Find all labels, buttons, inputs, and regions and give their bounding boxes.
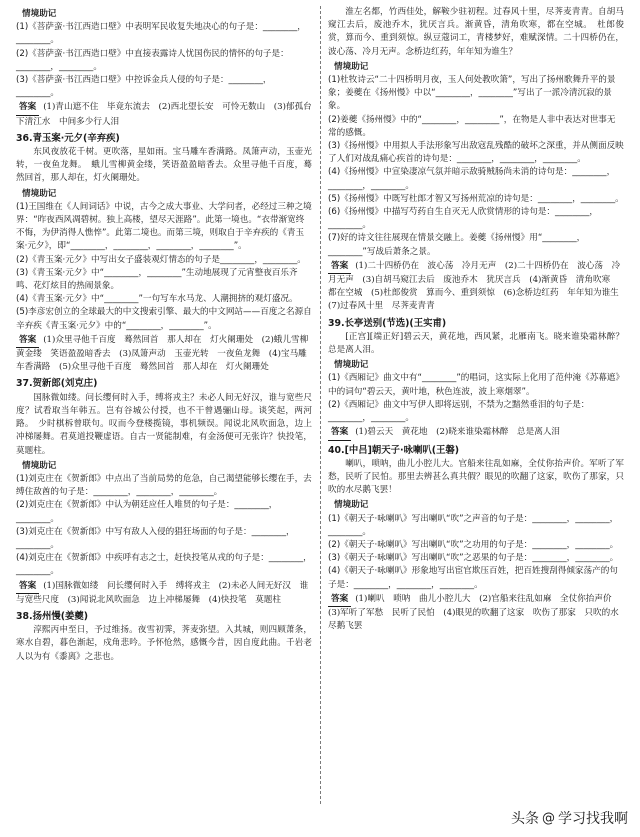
question-item: (4)《朝天子·咏喇叭》形象地写出宦官欺压百姓，把百姓搜刮得倾家荡产的句子是：________，________，________。 xyxy=(328,566,618,590)
poem-preface: 淳熙丙申至日，予过维扬。夜雪初霁，荠麦弥望。入其城，则四顾萧条，寒水自碧，暮色渐起，戍角悲吟。予怀怆然，感慨今昔，因自度此曲。千岩老人以为有《黍离》之悲也。 xyxy=(16,625,312,662)
watermark-separator: @ xyxy=(542,810,555,826)
question-item: (2)《朝天子·咏喇叭》写出喇叭“吹”之功用的句子是：________，________。 xyxy=(328,539,619,550)
answer-label: 答案 xyxy=(16,334,39,348)
poem-text: [正宫][端正好]碧云天，黄花地，西风紧，北雁南飞。晓来谁染霜林醉？总是离人泪。 xyxy=(328,331,624,356)
question-item: (5)李彦宏创立的全球最大的中文搜索引擎、最大的中文网站——百度之名源自辛弃疾《青玉案·元夕》中的“________，________”。 xyxy=(16,307,312,331)
answer-block xyxy=(16,101,312,128)
question-item: (2)姜夔《扬州慢》中的“________，________”，在物是人非中表达对世事无常的感慨。 xyxy=(328,114,616,138)
question-item: (1)刘克庄在《贺新郎》中点出了当前局势的危急，自己渴望能够长缨在手，去缚住敌酋的句子是：________，________，________。 xyxy=(16,473,312,498)
question-item: (4)《青玉案·元夕》中“________”一句写车水马龙、人潮拥挤的观灯盛况。 xyxy=(16,294,298,305)
watermark xyxy=(511,807,628,829)
section-heading: 情境助记 xyxy=(22,188,57,199)
left-column xyxy=(16,6,312,804)
question-item: (3)《朝天子·咏喇叭》写出喇叭“吹”之恶果的句子是：________，________。 xyxy=(328,553,619,564)
question-item: (2)《菩萨蛮·书江西造口壁》中直接表露诗人忧国伤民的情怀的句子是：________，________。 xyxy=(16,48,289,72)
answer-block xyxy=(328,593,624,634)
poem-title: 37.贺新郎(刘克庄) xyxy=(16,378,98,390)
answer-text: (1)众里寻他千百度 蓦然回首 那人却在 灯火阑珊处 (2)蛾儿雪柳黄金缕 笑语盈盈暗香去 (3)凤箫声动 玉壶光转 一夜鱼龙舞 (4)宝马雕车香满路 (5)众里寻他千百度 蓦然回首 那人却在 灯火阑珊处 xyxy=(16,334,309,373)
question-item: (4)《扬州慢》中宣染凄凉气氛并暗示敌骑贼肠尚未消的诗句是：________，________，________。 xyxy=(328,167,616,191)
poem-title: 38.扬州慢(姜夔) xyxy=(16,610,89,622)
poem-text: 东风夜放花千树。更吹落，星如雨。宝马雕车香满路。凤箫声动，玉壶光转，一夜鱼龙舞。 蛾儿雪柳黄金缕，笑语盈盈暗香去。众里寻他千百度，蓦然回首，那人却在，灯火阑珊处。 xyxy=(16,147,312,184)
question-item: (3)《菩萨蛮·书江西造口壁》中控诉金兵人侵的句子是：________，________。 xyxy=(16,75,272,99)
section-heading: 情境助记 xyxy=(334,360,369,371)
poem-title: 40.[中吕]朝天子·咏喇叭(王磐) xyxy=(328,444,460,456)
answer-text: (1)喇叭 唢呐 曲儿小腔儿大 (2)官船来往乱如麻 全仗你抬声价 (3)军听了军愁 民听了民怕 (4)眼见的吹翻了这家 吹伤了那家 只吹的水尽鹅飞罢 xyxy=(328,593,621,632)
question-item: (2)刘克庄在《贺新郎》中认为朝廷应任人唯贤的句子是：________，________。 xyxy=(16,500,278,524)
question-item: (1)《西厢记》曲文中有“________”的唱词，这实际上化用了范仲淹《苏幕遮》中的词句“碧云天，黄叶地，秋色连波，波上寒烟翠”。 xyxy=(328,373,620,397)
answer-label: 答案 xyxy=(328,593,351,607)
answer-label: 答案 xyxy=(328,426,351,440)
answer-label: 答案 xyxy=(16,580,39,594)
watermark-brand: 头条 xyxy=(511,811,539,827)
question-item: (1)《菩萨蛮·书江西造口壁》中表明军民收复失地决心的句子是：________，________。 xyxy=(16,22,306,46)
question-item: (3)刘克庄在《贺新郎》中写有敌人入侵的猖狂场面的句子是：________，________。 xyxy=(16,526,295,550)
poem-title: 36.青玉案·元夕(辛弃疾) xyxy=(16,132,120,144)
answer-text: (1)青山遮不住 毕竟东流去 (2)西北望长安 可怜无数山 (3)郁孤台下清江水 中间多少行人泪 xyxy=(16,102,312,127)
question-item: (1)杜牧诗云“二十四桥明月夜，玉人何处教吹箫”，写出了扬州歌舞升平的景象；姜夔在《扬州慢》中以“________，________”写出了一派冷清沉寂的景象。 xyxy=(328,75,616,112)
question-item: (6)《扬州慢》中描写芍药自生自灭无人欣赏情形的诗句是：________，________。 xyxy=(328,207,598,231)
answer-text: (1)碧云天 黄花地 (2)晓来谁染霜林醉 总是离人泪 xyxy=(355,427,561,438)
answer-block xyxy=(16,334,312,375)
answer-label: 答案 xyxy=(328,260,351,274)
right-column xyxy=(328,6,628,804)
section-heading: 情境助记 xyxy=(334,61,369,72)
answer-block xyxy=(328,426,624,440)
answer-text: (1)二十四桥仍在 波心荡 冷月无声 (2)二十四桥仍在 波心荡 冷月无声 (3)自胡马窥江去后 废池乔木 犹厌言兵 (4)渐黄昏 清角吹寒 都在空城 (5)杜郎俊赏 算而今、重到须惊 (6)念桥边红药 年年知为谁生 (7)过春风十里 尽荠麦青青 xyxy=(328,260,628,312)
poem-text: 喇叭，唢呐，曲儿小腔儿大。官船来往乱如麻，全仗你抬声价。军听了军愁，民听了民怕。那里去辨甚么真共假？眼见的吹翻了这家，吹伤了那家，只吹的水尽鹅飞罢！ xyxy=(328,458,624,496)
question-item: (2)《西厢记》曲文中写伊人即将远别，不禁为之黯然垂泪的句子是：________，________。 xyxy=(328,399,590,424)
section-heading: 情境助记 xyxy=(334,500,369,511)
question-item: (5)《扬州慢》中既写杜郎才智又写扬州荒凉的诗句是：________，________。 xyxy=(328,193,624,204)
question-item: (3)《扬州慢》中用拟人手法形象写出敌寇乱残酷的破坏之深重，并从侧面反映了人们对战乱痛心疾首的诗句是：________，________，________。 xyxy=(328,141,624,165)
poem-text: 淮左名都，竹西佳处，解鞍少驻初程。过春风十里，尽荠麦青青。自胡马窥江去后，废池乔木，犹厌言兵。渐黄昏，清角吹寒，都在空城。 杜郎俊赏，算而今、重到须惊。纵豆蔻词工，青楼梦好，难赋深情。二十四桥仍在，波心荡、冷月无声。念桥边红药，年年知为谁生？ xyxy=(328,7,624,57)
answer-block xyxy=(16,580,312,607)
question-item: (1)王国维在《人间词话》中说，古今之成大事业、大学问者，必经过三种之境界：“昨夜西风凋碧树。独上高楼，望尽天涯路”。此第一境也。“衣带渐宽终不悔，为伊消得人憔悴”。此第二境也。而第三境，则取自于辛弃疾的《青玉案·元夕》，即“________，________，________，________”。 xyxy=(16,201,312,252)
watermark-account: 学习找我啊 xyxy=(558,811,628,827)
question-item: (1)《朝天子·咏喇叭》写出喇叭“吹”之声音的句子是：________，________，________。 xyxy=(328,513,619,537)
question-item: (7)好的诗文往往展现在情景交融上。姜夔《扬州慢》用“________，________”写战后萧条之景。 xyxy=(328,233,586,257)
section-heading: 情境助记 xyxy=(22,9,57,19)
answer-text: (1)国脉微如缕 问长缨何时入手 缚将戎主 (2)未必人间无好汉 谁与宽些尺度 (3)闻说北风吹面急 边上冲梯屡舞 (4)快投笔 莫题柱 xyxy=(16,580,309,605)
poem-text: 国脉微如缕。问长缨何时入手，缚将戎主？未必人间无好汉，谁与宽些尺度？试看取当年韩五。岂有谷城公付授，也不干曾遇骊山母。谈笑起，两河路。 少时棋柝曾联句。叹而今登楼揽镜，事机频误。闻说北风吹面急，边上冲梯屡舞。君莫道投鞭虚语。自古一贤能制难，有金汤便可无张许？快投笔，莫题柱。 xyxy=(16,392,312,456)
question-item: (4)刘克庄在《贺新郎》中疾呼有志之士，赶快投笔从戎的句子是：________，________。 xyxy=(16,553,312,577)
question-item: (2)《青玉案·元夕》中写出女子盛装观灯情态的句子是________，________。 xyxy=(16,254,306,265)
section-heading: 情境助记 xyxy=(22,460,57,471)
answer-block xyxy=(328,260,628,314)
poem-title: 39.长亭送别(节选)(王实甫) xyxy=(328,317,447,329)
column-divider xyxy=(320,6,321,804)
question-item: (3)《青玉案·元夕》中“________，________”生动地展现了元宵整夜百乐齐鸣、花灯炫目的热闹景象。 xyxy=(16,267,298,292)
answer-label: 答案 xyxy=(16,101,39,115)
